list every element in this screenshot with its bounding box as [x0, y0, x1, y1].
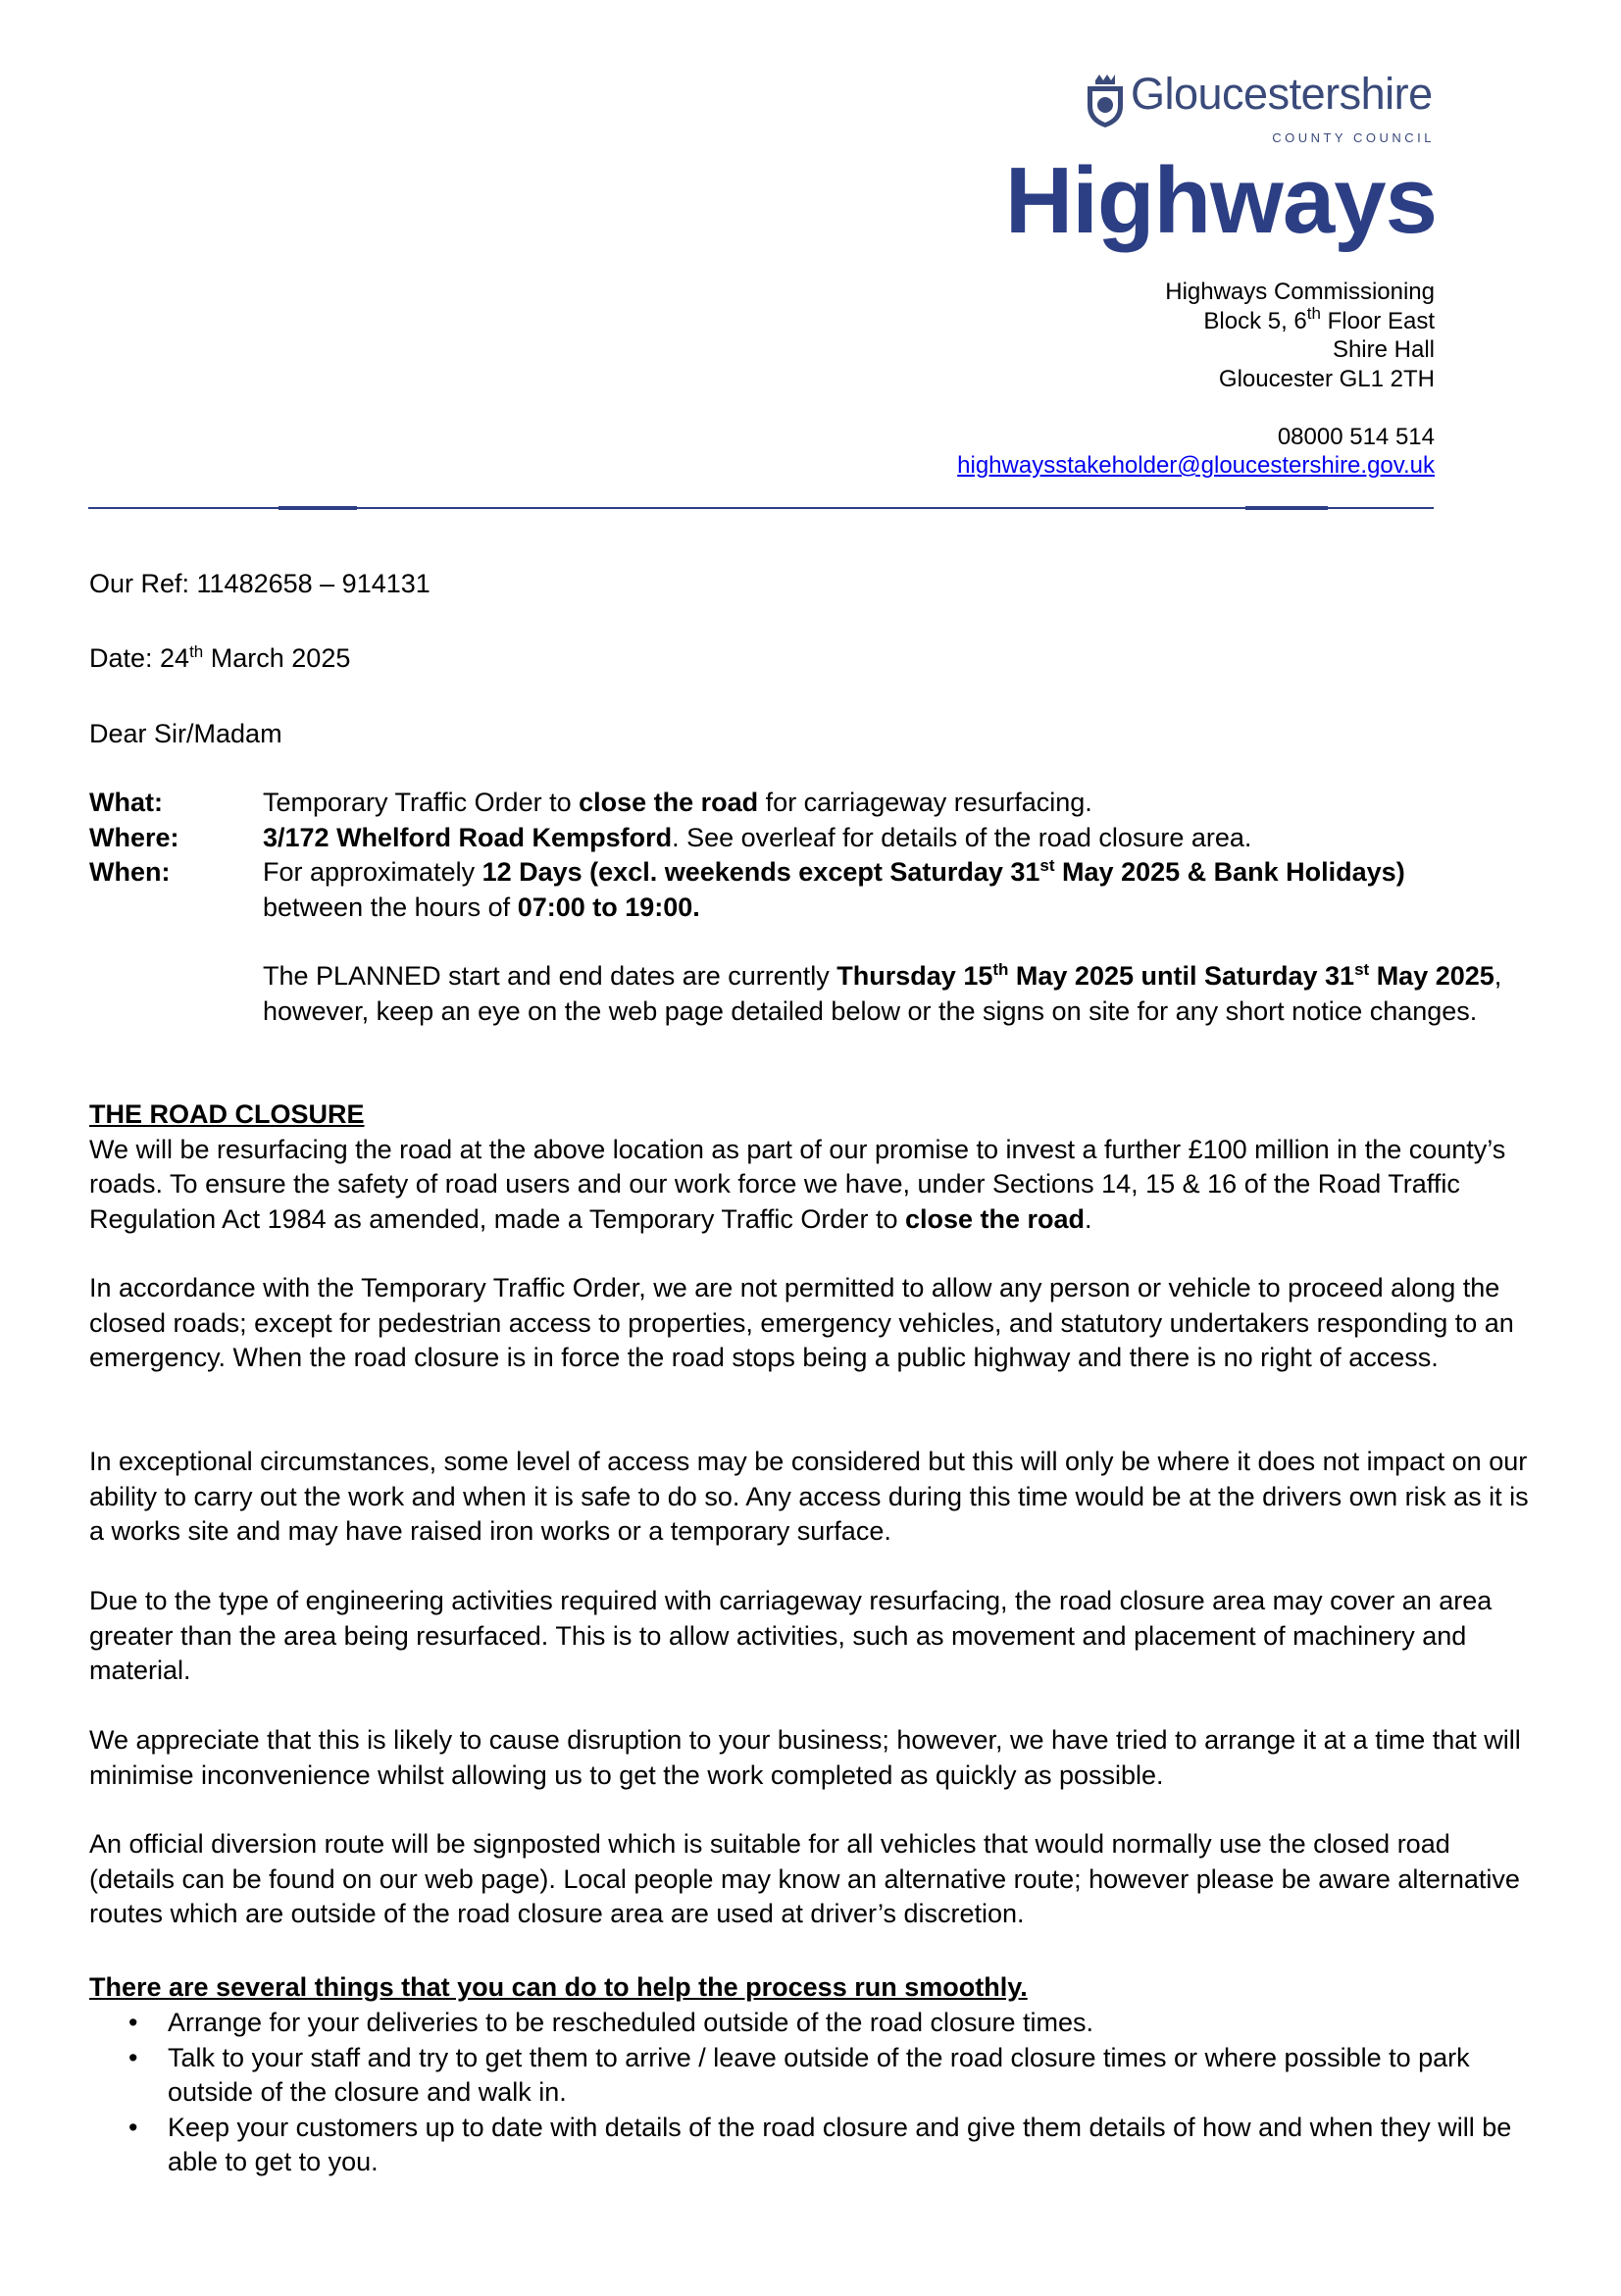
greeting: Dear Sir/Madam [89, 719, 282, 748]
bullet-icon: • [128, 2042, 138, 2072]
planned-dates: The PLANNED start and end dates are currently Thursday 15th May 2025 until Saturday 31st May 2025, however, keep an eye on the web page detailed below or the signs on site for any short notice changes. [263, 960, 1502, 1026]
road-closure-heading: THE ROAD CLOSURE [89, 1099, 365, 1129]
org-subtitle: COUNTY COUNCIL [1272, 130, 1435, 145]
list-item: • Talk to your staff and try to get them to arrive / leave outside of the road closure times or where possible to park outside of the closure and walk in. [128, 2042, 1470, 2107]
email-link[interactable]: highwaysstakeholder@gloucestershire.gov.uk [957, 452, 1435, 479]
address-line: Block 5, 6th Floor East [1203, 303, 1435, 334]
help-list [89, 2006, 1541, 2180]
phone-number: 08000 514 514 [1277, 423, 1435, 450]
where-label: Where: [89, 822, 179, 852]
address-line: Gloucester GL1 2TH [1218, 365, 1435, 392]
bullet-icon: • [128, 2112, 138, 2142]
where-value: 3/172 Whelford Road Kempsford. See overleaf for details of the road closure area. [263, 822, 1252, 852]
closure-paragraph-1: We will be resurfacing the road at the above location as part of our promise to invest a further £100 million in the county’s roads. To ensure the safety of road users and our work force we have, under Sections 14, 15 & 16 of the Road Traffic Regulation Act 1984 as amended, made a Temporary Traffic Order to close the road. [89, 1134, 1506, 1234]
sender-address [957, 278, 1435, 481]
when-label: When: [89, 857, 171, 887]
list-item: • Keep your customers up to date with details of the road closure and give them details of how and when they will be able to get to you. [128, 2112, 1512, 2176]
crest-icon [1082, 73, 1129, 129]
list-item: • Arrange for your deliveries to be rescheduled outside of the road closure times. [89, 2006, 1541, 2041]
header-divider [88, 506, 1434, 510]
closure-paragraph-2: In accordance with the Temporary Traffic Order, we are not permitted to allow any person or vehicle to proceed along the closed roads; except for pedestrian access to properties, emergency vehicles, and statutory undertakers responding to an emergency. When the road closure is in force the road stops being a public highway and there is no right of access. [89, 1273, 1514, 1372]
council-logo [1082, 67, 1435, 145]
closure-paragraph-6: An official diversion route will be signposted which is suitable for all vehicles that would normally use the closed road (details can be found on our web page). Local people may know an alternative route; however please be aware alternative routes which are outside of the road closure area are used at driver’s discretion. [89, 1829, 1520, 1928]
letter-date: Date: 24th March 2025 [89, 642, 351, 673]
closure-paragraph-3: In exceptional circumstances, some level of access may be considered but this will only be where it does not impact on our ability to carry out the work and when it is safe to do so. Any access during this time would be at the drivers own risk as it is a works site and may have raised iron works or a temporary surface. [89, 1447, 1529, 1546]
help-heading: There are several things that you can do to help the process run smoothly. [89, 1972, 1028, 2002]
closure-paragraph-5: We appreciate that this is likely to cause disruption to your business; however, we have tried to arrange it at a time that will minimise inconvenience whilst allowing us to get the work completed as quickly as possible. [89, 1725, 1521, 1790]
address-line: Highways Commissioning [1165, 279, 1435, 305]
org-name: Gloucestershire [1131, 69, 1433, 119]
brand-title: Highways [1004, 148, 1437, 253]
when-value: For approximately 12 Days (excl. weekends except Saturday 31st May 2025 & Bank Holidays) between the hours of 07:00 to 19:00. [263, 856, 1405, 922]
closure-paragraph-4: Due to the type of engineering activities required with carriageway resurfacing, the road closure area may cover an area greater than the area being resurfaced. This is to allow activities, such as movement and placement of machinery and material. [89, 1586, 1493, 1685]
what-value: Temporary Traffic Order to close the road for carriageway resurfacing. [263, 788, 1092, 817]
address-line: Shire Hall [1332, 336, 1435, 363]
what-label: What: [89, 788, 163, 817]
our-ref: Our Ref: 11482658 – 914131 [89, 569, 431, 598]
bullet-icon: • [128, 2008, 138, 2037]
